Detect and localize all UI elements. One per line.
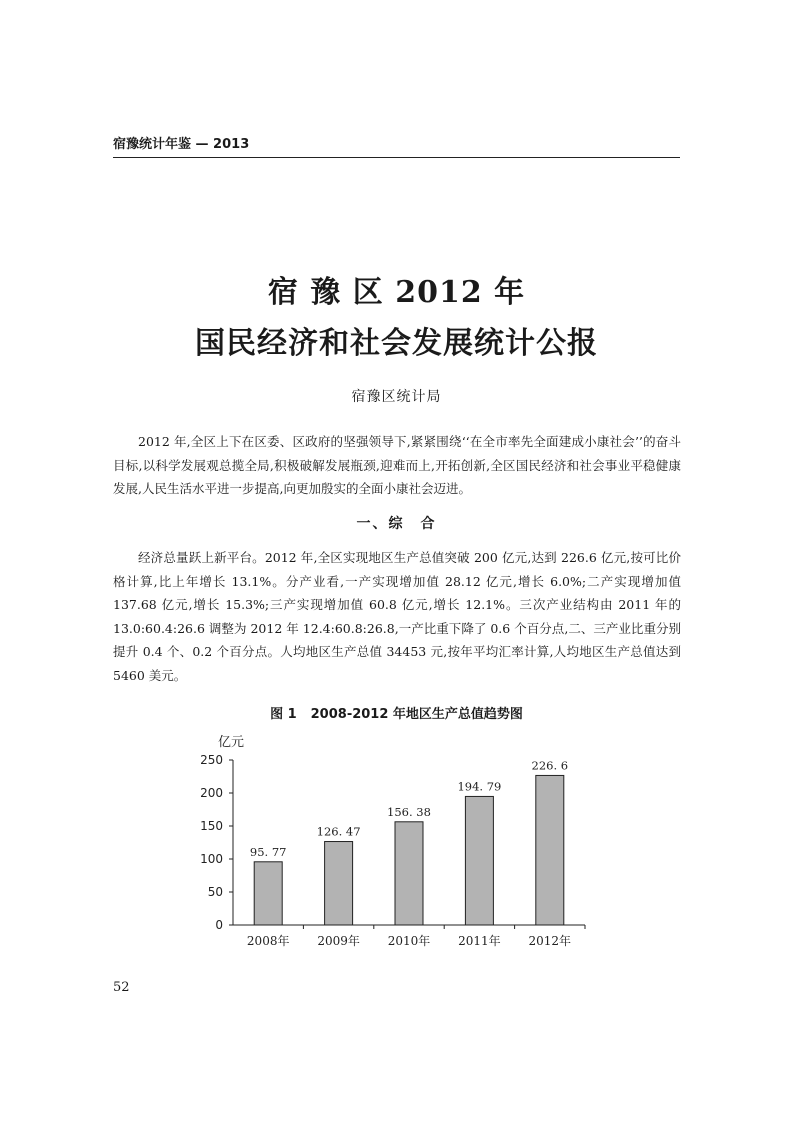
bar-value-label: 194. 79	[457, 779, 502, 794]
bar	[395, 822, 423, 925]
bar	[325, 842, 353, 925]
x-axis	[233, 925, 585, 948]
x-tick-label: 2008年	[246, 934, 290, 948]
x-tick-label: 2012年	[528, 934, 572, 948]
bar-value-label: 226. 6	[531, 758, 569, 773]
section-heading: 一、综 合	[356, 516, 437, 532]
figure-title: 2008-2012 年地区生产总值趋势图	[310, 707, 523, 722]
bars	[250, 758, 568, 925]
y-axis-unit-label: 亿元	[218, 735, 245, 750]
y-tick-label: 150	[200, 819, 223, 833]
bar	[254, 862, 282, 925]
gdp-bar-chart	[180, 730, 600, 955]
y-tick-label: 200	[200, 786, 223, 800]
y-tick-label: 250	[200, 753, 223, 767]
bar-value-label: 156. 38	[387, 804, 431, 819]
figure-caption	[0, 703, 793, 722]
figure-number: 图 1	[270, 707, 297, 722]
bar	[536, 775, 564, 925]
bar-value-label: 95. 77	[249, 844, 287, 859]
x-tick-label: 2010年	[387, 934, 431, 948]
intro-paragraph: 2012 年,全区上下在区委、区政府的坚强领导下,紧紧围绕‘‘在全市率先全面建成小康社会’’的奋斗目标,以科学发展观总揽全局,积极破解发展瓶颈,迎难而上,开拓创新,全区国民经济和社会事业平稳健康发展,人民生活水平进一步提高,向更加殷实的全面小康社会迈进。	[113, 434, 681, 496]
report-title-line2: 国民经济和社会发展统计公报	[195, 326, 598, 361]
running-header: 宿豫统计年鉴 — 2013	[113, 137, 680, 158]
y-tick-label: 50	[207, 885, 223, 899]
report-author: 宿豫区统计局	[351, 389, 442, 405]
page-number: 52	[113, 980, 130, 995]
x-tick-label: 2009年	[317, 934, 360, 948]
report-title-line1: 宿 豫 区 2012 年	[267, 275, 526, 310]
bar	[465, 796, 493, 925]
bar-value-label: 126. 47	[316, 824, 361, 839]
economy-paragraph: 经济总量跃上新平台。2012 年,全区实现地区生产总值突破 200 亿元,达到 226.6 亿元,按可比价格计算,比上年增长 13.1%。分产业看,一产实现增加值 28.12 亿元,增长 6.0%;二产实现增加值 137.68 亿元,增长 15.3%;三产实现增加值 60.8 亿元,增长 12.1%。三次产业结构由 2011 年的 13.0:60.4:26.6 调整为 2012 年 12.4:60.8:26.8,一产比重下降了 0.6 个百分点,二、三产业比重分别提升 0.4 个、0.2 个百分点。人均地区生产总值 34453 元,按年平均汇率计算,人均地区生产总值达到 5460 美元。	[113, 550, 681, 683]
y-tick-label: 100	[200, 852, 223, 866]
x-tick-label: 2011年	[458, 934, 501, 948]
y-tick-label: 0	[215, 918, 223, 932]
y-axis	[200, 753, 233, 932]
